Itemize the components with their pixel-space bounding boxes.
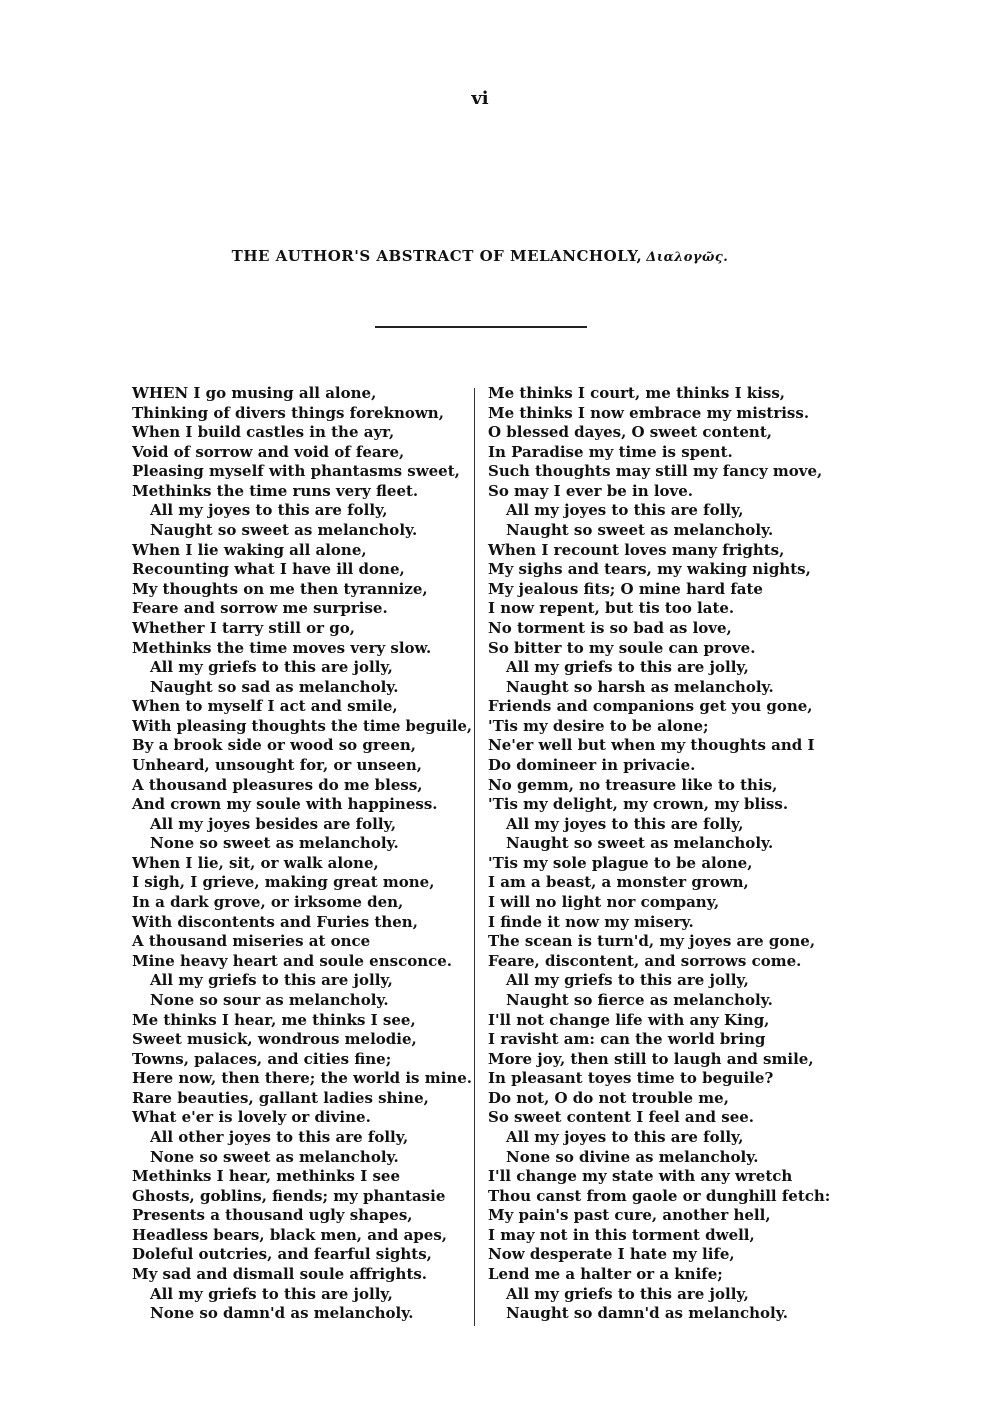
poem-line: Me thinks I court, me thinks I kiss,	[488, 384, 786, 402]
poem-line: I sigh, I grieve, making great mone,	[132, 873, 435, 892]
poem-line: Towns, palaces, and cities fine;	[132, 1049, 392, 1068]
poem-line: Mine heavy heart and soule ensconce.	[132, 951, 453, 970]
poem-line: My sad and dismall soule affrights.	[132, 1265, 428, 1284]
poem-line: A thousand pleasures do me bless,	[132, 775, 423, 794]
poem-line: Ghosts, goblins, fiends; my phantasie	[132, 1186, 446, 1205]
poem-line: Methinks I hear, methinks I see	[132, 1167, 400, 1186]
poem-line: I am a beast, a monster grown,	[488, 873, 749, 892]
poem-line: Naught so fierce as melancholy.	[506, 990, 773, 1009]
title-greek: Διαλογῶς.	[646, 250, 729, 265]
poem-line: When I recount loves many frights,	[488, 540, 785, 559]
poem-line: Doleful outcries, and fearful sights,	[132, 1245, 432, 1264]
poem-line: Recounting what I have ill done,	[132, 560, 405, 579]
poem-line: When I lie, sit, or walk alone,	[132, 853, 379, 872]
page-number: vi	[471, 88, 489, 109]
poem-line: None so sour as melancholy.	[150, 990, 389, 1009]
poem-line: Naught so damn'd as melancholy.	[506, 1304, 788, 1323]
poem-line: I ravisht am: can the world bring	[488, 1030, 766, 1049]
poem-line: When to myself I act and smile,	[132, 697, 398, 716]
poem-line: In pleasant toyes time to beguile?	[488, 1069, 774, 1088]
poem-line: Methinks the time moves very slow.	[132, 638, 432, 657]
poem-line: More joy, then still to laugh and smile,	[488, 1049, 814, 1068]
poem-line: Such thoughts may still my fancy move,	[488, 462, 823, 481]
title-rule	[375, 326, 587, 328]
poem-line: All my griefs to this are jolly,	[150, 658, 393, 677]
poem-line: A thousand miseries at once	[132, 932, 371, 951]
poem-line: My pain's past cure, another hell,	[488, 1206, 771, 1225]
poem-line: I now repent, but tis too late.	[488, 599, 735, 618]
poem-line: The scean is turn'd, my joyes are gone,	[488, 932, 816, 951]
poem-right-column	[488, 384, 833, 1324]
poem-line: Naught so sweet as melancholy.	[506, 834, 774, 853]
poem-line: Naught so harsh as melancholy.	[506, 677, 774, 696]
page-title	[0, 247, 960, 265]
column-divider	[474, 388, 475, 1326]
poem-line: All my griefs to this are jolly,	[150, 971, 393, 990]
poem-line: None so damn'd as melancholy.	[150, 1304, 414, 1323]
poem-line: 'Tis my delight, my crown, my bliss.	[488, 795, 789, 814]
poem-line: What e'er is lovely or divine.	[132, 1108, 371, 1127]
poem-line: Do not, O do not trouble me,	[488, 1088, 729, 1107]
poem-line: All my joyes to this are folly,	[150, 501, 388, 520]
poem-line: In a dark grove, or irksome den,	[132, 893, 404, 912]
poem-line: All my griefs to this are jolly,	[506, 658, 749, 677]
poem-line: O blessed dayes, O sweet content,	[488, 423, 772, 442]
poem-left-column	[132, 384, 472, 1324]
poem-line: With discontents and Furies then,	[132, 912, 418, 931]
poem-line: No torment is so bad as love,	[488, 618, 732, 637]
poem-line: Do domineer in privacie.	[488, 755, 696, 774]
poem-line: I'll not change life with any King,	[488, 1010, 770, 1029]
poem-line: All my griefs to this are jolly,	[150, 1284, 393, 1303]
poem-line: Unheard, unsought for, or unseen,	[132, 755, 423, 774]
poem-line: Now desperate I hate my life,	[488, 1245, 735, 1264]
poem-line: My thoughts on me then tyrannize,	[132, 579, 428, 598]
poem-line: When I build castles in the ayr,	[132, 423, 395, 442]
poem-line: I will no light nor company,	[488, 893, 720, 912]
poem-line: All my joyes to this are folly,	[506, 814, 744, 833]
poem-line: Me thinks I hear, me thinks I see,	[132, 1010, 416, 1029]
poem-line: So sweet content I feel and see.	[488, 1108, 755, 1127]
poem-line: None so divine as melancholy.	[506, 1147, 759, 1166]
poem-line: Methinks the time runs very fleet.	[132, 481, 419, 500]
poem-line: Lend me a halter or a knife;	[488, 1265, 723, 1284]
poem-line: All other joyes to this are folly,	[150, 1127, 409, 1146]
poem-line: Ne'er well but when my thoughts and I	[488, 736, 815, 755]
poem-line: Naught so sad as melancholy.	[150, 677, 399, 696]
poem-line: I finde it now my misery.	[488, 912, 694, 931]
poem-line: So bitter to my soule can prove.	[488, 638, 756, 657]
poem-line: Rare beauties, gallant ladies shine,	[132, 1088, 429, 1107]
poem-line: All my joyes to this are folly,	[506, 1127, 744, 1146]
poem-line: Friends and companions get you gone,	[488, 697, 813, 716]
poem-line: Me thinks I now embrace my mistriss.	[488, 403, 810, 422]
poem-line: My sighs and tears, my waking nights,	[488, 560, 811, 579]
poem-line: None so sweet as melancholy.	[150, 1147, 399, 1166]
poem-line: I may not in this torment dwell,	[488, 1225, 755, 1244]
poem-line: With pleasing thoughts the time beguile,	[132, 717, 472, 735]
poem-line: All my griefs to this are jolly,	[506, 1284, 749, 1303]
poem-line: None so sweet as melancholy.	[150, 834, 399, 853]
poem-line: Naught so sweet as melancholy.	[506, 521, 774, 540]
poem-line: Thou canst from gaole or dunghill fetch:	[488, 1186, 831, 1205]
poem-line: Headless bears, black men, and apes,	[132, 1225, 447, 1244]
poem-line: No gemm, no treasure like to this,	[488, 775, 778, 794]
poem-line: And crown my soule with happiness.	[132, 795, 438, 814]
poem-line: Naught so sweet as melancholy.	[150, 521, 418, 540]
poem-line: 'Tis my sole plague to be alone,	[488, 853, 753, 872]
poem-line: 'Tis my desire to be alone;	[488, 716, 709, 735]
title-text: THE AUTHOR'S ABSTRACT OF MELANCHOLY,	[231, 247, 643, 265]
poem-line: Pleasing myself with phantasms sweet,	[132, 462, 460, 481]
poem-line: My jealous fits; O mine hard fate	[488, 579, 763, 598]
poem-line: Presents a thousand ugly shapes,	[132, 1206, 413, 1225]
poem-line: WHEN I go musing all alone,	[132, 384, 377, 402]
poem-line: All my joyes besides are folly,	[150, 814, 397, 833]
poem-line: All my joyes to this are folly,	[506, 501, 744, 520]
poem-line: Sweet musick, wondrous melodie,	[132, 1030, 417, 1049]
poem-line: Whether I tarry still or go,	[132, 618, 355, 637]
poem-line: I'll change my state with any wretch	[488, 1167, 793, 1186]
poem-line: Feare and sorrow me surprise.	[132, 599, 388, 618]
poem-line: Thinking of divers things foreknown,	[132, 403, 444, 422]
poem-line: Void of sorrow and void of feare,	[132, 442, 405, 461]
poem-line: All my griefs to this are jolly,	[506, 971, 749, 990]
poem-line: So may I ever be in love.	[488, 481, 694, 500]
poem-line: When I lie waking all alone,	[132, 540, 367, 559]
poem-line: In Paradise my time is spent.	[488, 442, 733, 461]
poem-line: By a brook side or wood so green,	[132, 736, 417, 755]
poem-line: Feare, discontent, and sorrows come.	[488, 951, 802, 970]
poem-line: Here now, then there; the world is mine.	[132, 1069, 472, 1088]
